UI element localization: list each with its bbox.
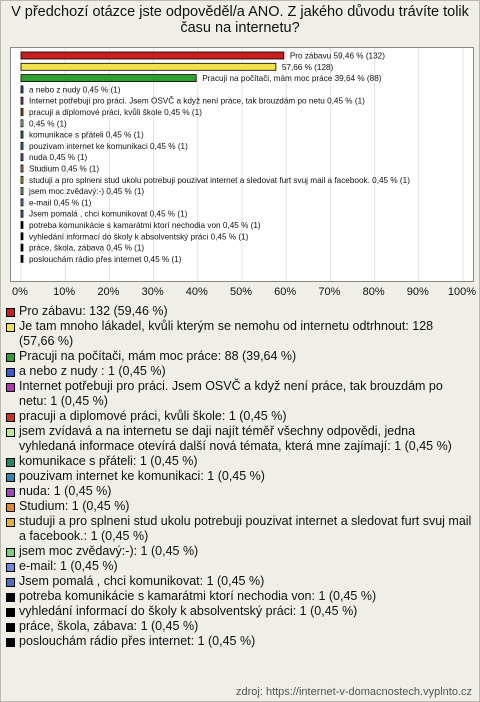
bar — [21, 188, 23, 195]
legend-item — [6, 589, 472, 604]
legend-swatch — [6, 503, 15, 512]
legend-label: studuji a pro splneni stud ukolu potrebuji pouzivat internet a sledovat furt svuj mail a facebook.: 1 (0,45 %) — [19, 514, 472, 543]
legend-label: vyhledání informací do školy k absolventský práci: 1 (0,45 %) — [19, 604, 358, 618]
legend-swatch — [6, 608, 15, 617]
bar-label: pouzivam internet ke komunikaci 0,45 % (1) — [29, 141, 188, 151]
legend-swatch — [6, 308, 15, 317]
bar-label: vyhledání informací do školy k absolventský práci 0,45 % (1) — [29, 232, 249, 242]
legend-swatch — [6, 458, 15, 467]
legend-label: pouzivam internet ke komunikaci: 1 (0,45 %) — [19, 469, 265, 483]
bar — [21, 165, 23, 172]
bar — [21, 154, 23, 161]
bar-label: práce, škola, zábava 0,45 % (1) — [29, 243, 145, 253]
x-axis — [10, 283, 477, 299]
bar-label: poslouchám rádio přes internet 0,45 % (1) — [29, 254, 182, 264]
bar-label: 0,45 % (1) — [29, 119, 67, 129]
legend-swatch — [6, 383, 15, 392]
legend-label: e-mail: 1 (0,45 %) — [19, 559, 118, 573]
legend-label: poslouchám rádio přes internet: 1 (0,45 %) — [19, 634, 256, 648]
bar-label: Pro zábavu 59,46 % (132) — [289, 51, 385, 61]
legend-item — [6, 319, 472, 349]
bar-label: studuji a pro splneni stud ukolu potrebuji pouzivat internet a sledovat furt svuj mail a facebook. 0,45 % (1) — [29, 175, 410, 185]
legend-item — [6, 364, 472, 379]
legend-label: Je tam mnoho lákadel, kvůli kterým se nemohu od internetu odtrhnout: 128 (57,66 %) — [19, 319, 434, 348]
legend-item — [6, 634, 472, 649]
legend-swatch — [6, 638, 15, 647]
legend-swatch — [6, 548, 15, 557]
legend-item — [6, 484, 472, 499]
legend-item — [6, 514, 472, 544]
legend-label: nuda: 1 (0,45 %) — [19, 484, 112, 498]
legend-swatch — [6, 368, 15, 377]
legend-item — [6, 304, 472, 319]
x-tick-label: 40% — [185, 286, 208, 298]
bar-label: Jsem pomalá , chci komunikovat 0,45 % (1) — [29, 209, 188, 219]
bar-label: 57,66 % (128) — [281, 62, 334, 72]
legend-swatch — [6, 413, 15, 422]
bar-label: nuda 0,45 % (1) — [29, 153, 88, 163]
legend-label: Pracuji na počítači, mám moc práce: 88 (39,64 %) — [19, 349, 297, 363]
legend-label: a nebo z nudy : 1 (0,45 %) — [19, 364, 166, 378]
legend-label: pracuji a diplomové práci, kvůli škole: 1 (0,45 %) — [19, 409, 287, 423]
bar — [21, 142, 23, 149]
legend-item — [6, 349, 472, 364]
legend-swatch — [6, 593, 15, 602]
plot-area — [10, 47, 474, 282]
legend-swatch — [6, 563, 15, 572]
bar — [21, 199, 23, 206]
legend-item — [6, 619, 472, 634]
bar-label: jsem moc zvědavý:-) 0,45 % (1) — [29, 187, 145, 197]
bar — [21, 86, 23, 93]
legend-item — [6, 559, 472, 574]
bar — [21, 233, 23, 240]
legend-label: Jsem pomalá , chci komunikovat: 1 (0,45 %) — [19, 574, 265, 588]
bar — [21, 244, 23, 251]
x-tick-label: 70% — [318, 286, 341, 298]
legend-item — [6, 454, 472, 469]
legend-label: potreba komunikácie s kamarátmi ktorí nechodia von: 1 (0,45 %) — [19, 589, 377, 603]
bar-label: potreba komunikácie s kamarátmi ktorí nechodia von 0,45 % (1) — [29, 221, 261, 230]
legend-swatch — [6, 428, 15, 437]
bar-label: e-mail 0,45 % (1) — [29, 198, 92, 208]
bar — [21, 131, 23, 138]
legend-label: Internet potřebuji pro práci. Jsem OSVČ a když není práce, tak brouzdám po netu: 1 (0,45 %) — [19, 379, 443, 408]
legend-item — [6, 574, 472, 589]
legend-label: jsem zvídavá a na internetu se daji najít téměř všechny odpovědi, jedna vyhledaná informace otevírá další nová témata, která mne zajímají: 1 (0,45 %) — [19, 424, 452, 453]
bar — [21, 97, 23, 104]
legend-item — [6, 424, 472, 454]
x-tick-label: 0% — [12, 286, 28, 298]
bar-label: Pracuji na počítači, mám moc práce 39,64 % (88) — [202, 74, 382, 84]
legend-label: komunikace s přáteli: 1 (0,45 %) — [19, 454, 198, 468]
legend-label: práce, škola, zábava: 1 (0,45 %) — [19, 619, 199, 633]
legend-item — [6, 604, 472, 619]
legend-item — [6, 409, 472, 424]
bar-label: Studium 0,45 % (1) — [29, 164, 100, 174]
bar — [21, 120, 23, 127]
legend-swatch — [6, 353, 15, 362]
legend-swatch — [6, 488, 15, 497]
x-tick-label: 20% — [97, 286, 120, 298]
bar — [21, 176, 23, 183]
legend-item — [6, 469, 472, 484]
x-tick-label: 60% — [274, 286, 297, 298]
bar — [21, 52, 284, 59]
bar — [21, 109, 23, 116]
bar-label: a nebo z nudy 0,45 % (1) — [29, 85, 121, 95]
x-tick-label: 30% — [141, 286, 164, 298]
bar — [21, 222, 23, 229]
legend-swatch — [6, 473, 15, 482]
legend-swatch — [6, 623, 15, 632]
x-tick-label: 100% — [447, 286, 477, 298]
bar-label: komunikace s přáteli 0,45 % (1) — [29, 130, 144, 140]
x-tick-label: 10% — [53, 286, 76, 298]
legend-item — [6, 544, 472, 559]
legend-swatch — [6, 578, 15, 587]
legend — [6, 304, 472, 649]
legend-label: Studium: 1 (0,45 %) — [19, 499, 130, 513]
legend-item — [6, 499, 472, 514]
legend-label: Pro zábavu: 132 (59,46 %) — [19, 304, 168, 318]
bar-label: Internet potřebuji pro práci. Jsem OSVČ a když není práce, tak brouzdám po netu 0,45 % (1) — [29, 96, 365, 106]
legend-swatch — [6, 323, 15, 332]
bar-label: pracuji a diplomové práci, kvůli škole 0,45 % (1) — [29, 108, 202, 117]
x-tick-label: 50% — [229, 286, 253, 298]
bar — [21, 255, 23, 262]
x-tick-label: 80% — [362, 286, 385, 298]
legend-label: jsem moc zvědavý:-): 1 (0,45 %) — [19, 544, 199, 558]
source-credit: zdroj: https://internet-v-domacnostech.vyplnto.cz — [236, 686, 472, 698]
x-tick-label: 90% — [406, 286, 429, 298]
bar — [21, 63, 276, 70]
bar — [21, 75, 196, 82]
legend-swatch — [6, 518, 15, 527]
bar-chart-svg — [11, 48, 473, 281]
legend-item — [6, 379, 472, 409]
bar — [21, 210, 23, 217]
chart-title: V předchozí otázce jste odpověděl/a ANO. Z jakého důvodu trávíte tolik času na internetu? — [11, 4, 469, 36]
